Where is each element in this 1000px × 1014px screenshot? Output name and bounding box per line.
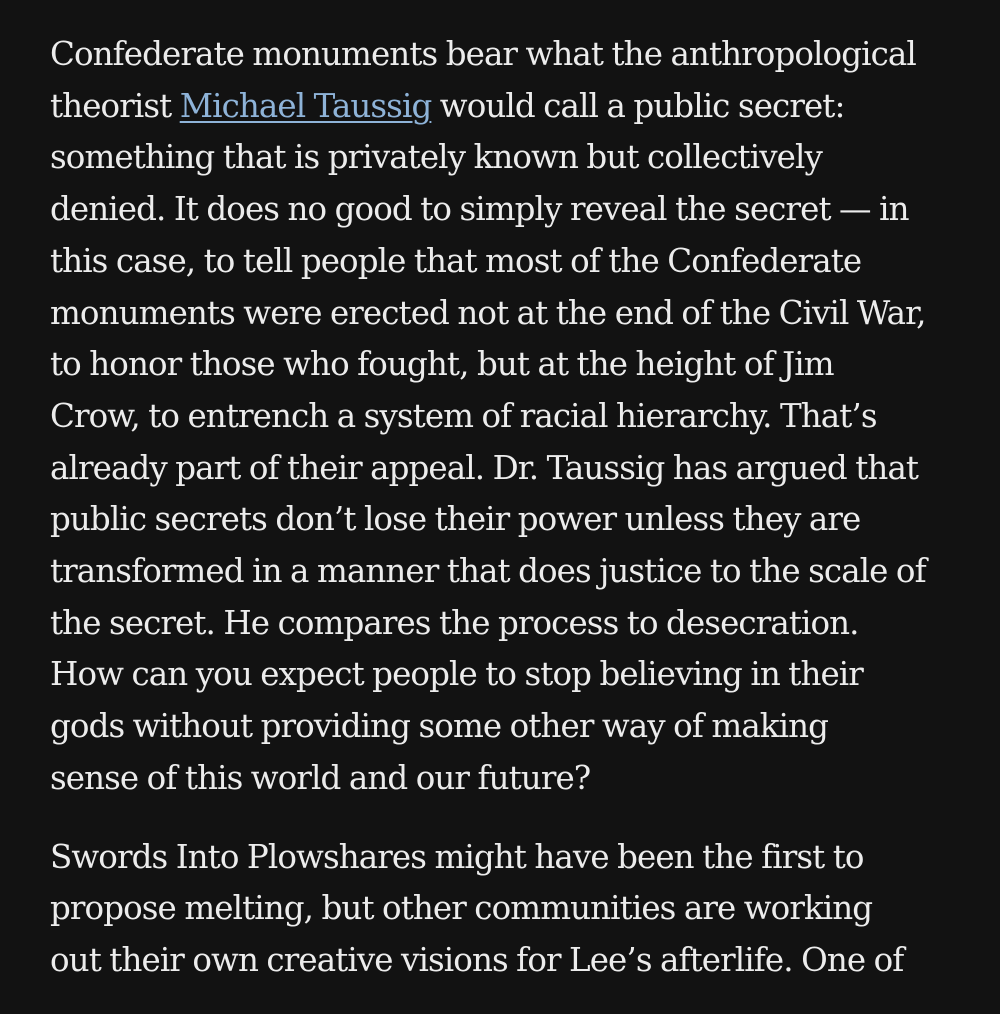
text-line: to honor those who fought, but at the height of Jim [50, 345, 834, 384]
text-line: monuments were erected not at the end of the Civil War, [50, 293, 926, 332]
text-line: public secrets don’t lose their power unless they are [50, 500, 861, 539]
text-line: Confederate monuments bear what the anthropological [50, 35, 916, 73]
text-line [50, 81, 950, 133]
text-line: the secret. He compares the process to desecration. [50, 603, 859, 642]
text-fragment: would call a public secret: [431, 86, 845, 125]
text-line: gods without providing some other way of making [50, 707, 829, 746]
paragraph-swords-into-plowshares [50, 832, 950, 987]
text-line: Crow, to entrench a system of racial hierarchy. That’s [50, 396, 877, 435]
michael-taussig-link[interactable]: Michael Taussig [179, 86, 432, 125]
text-fragment: theorist [50, 86, 180, 125]
text-line: sense of this world and our future? [50, 758, 591, 797]
text-line: this case, to tell people that most of the Confederate [50, 241, 862, 280]
text-line: denied. It does no good to simply reveal the secret — in [50, 190, 909, 229]
text-line: something that is privately known but collectively [50, 138, 822, 177]
text-line: propose melting, but other communities are working [50, 889, 873, 928]
text-line: out their own creative visions for Lee’s afterlife. One of [50, 940, 904, 979]
paragraph-public-secret [50, 29, 950, 805]
text-line: already part of their appeal. Dr. Taussig has argued that [50, 448, 919, 487]
text-line: Swords Into Plowshares might have been the first to [50, 837, 864, 876]
text-line: transformed in a manner that does justice to the scale of [50, 552, 926, 591]
article-body [50, 29, 950, 1014]
text-line: How can you expect people to stop believing in their [50, 655, 863, 694]
